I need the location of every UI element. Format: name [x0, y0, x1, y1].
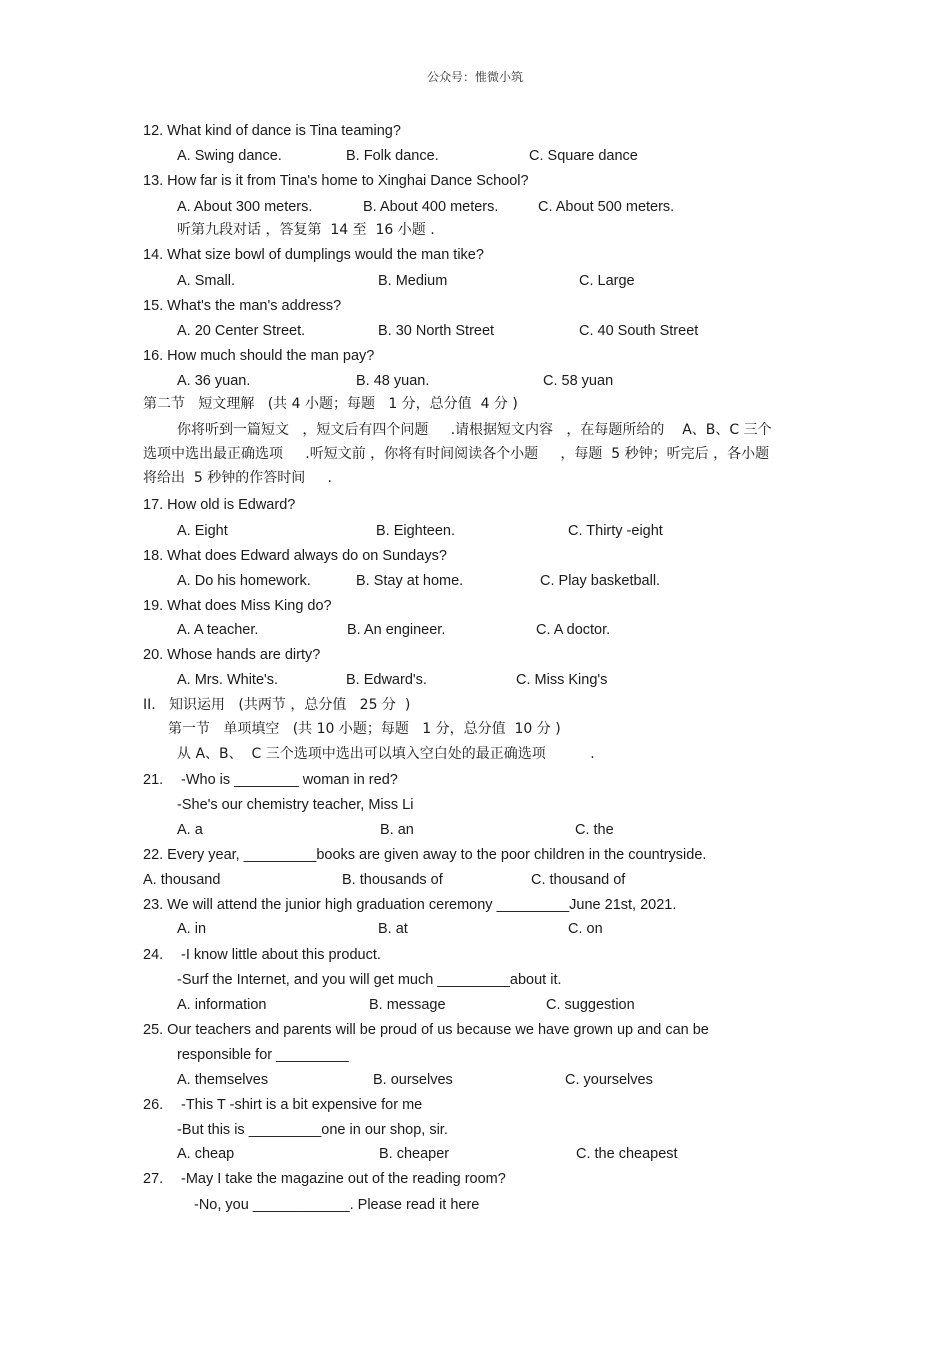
- question-18-option-b: B. Stay at home.: [356, 573, 464, 589]
- question-27-number: 27.: [143, 1171, 164, 1187]
- section-2-title: 第二节 短文理解 (共 4 小题；每题 1 分，总分值 4 分 ): [143, 396, 518, 412]
- question-12-option-a: A. Swing dance.: [177, 148, 282, 164]
- question-24-line-1: -I know little about this product.: [181, 947, 381, 963]
- question-18-option-a: A. Do his homework.: [177, 573, 311, 589]
- section-2-instruction-line-2: 选项中选出最正确选项 .听短文前 ，你将有时间阅读各个小题 ，每题 5 秒钟；听完后 ，各小题: [143, 446, 770, 462]
- question-25-line-2: responsible for _________: [177, 1047, 349, 1063]
- question-14-stem: 14. What size bowl of dumplings would the man tike?: [143, 247, 484, 263]
- question-15-option-a: A. 20 Center Street.: [177, 323, 306, 339]
- question-25-option-c: C. yourselves: [565, 1072, 653, 1088]
- question-27-line-2: -No, you ____________. Please read it here: [194, 1197, 480, 1213]
- question-23-option-b: B. at: [378, 921, 408, 937]
- question-23-option-a: A. in: [177, 921, 207, 937]
- section-2-instruction-line-3: 将给出 5 秒钟的作答时间 .: [143, 470, 332, 486]
- part-2-title: II. 知识运用 (共两节 ，总分值 25 分 ): [143, 697, 411, 713]
- question-20-option-c: C. Miss King's: [516, 672, 608, 688]
- question-24-option-b: B. message: [369, 997, 446, 1013]
- question-21-line-1: -Who is ________ woman in red?: [181, 772, 398, 788]
- question-13-stem: 13. How far is it from Tina's home to Xinghai Dance School?: [143, 173, 529, 189]
- question-15-option-b: B. 30 North Street: [378, 323, 495, 339]
- question-15-stem: 15. What's the man's address?: [143, 298, 342, 314]
- question-21-option-b: B. an: [380, 822, 414, 838]
- question-26-option-b: B. cheaper: [379, 1146, 450, 1162]
- section-2-instruction-line-1: 你将听到一篇短文 ，短文后有四个问题 .请根据短文内容 ，在每题所给的 A、B、C 三个: [177, 422, 772, 438]
- question-26-option-c: C. the cheapest: [576, 1146, 678, 1162]
- question-17-option-a: A. Eight: [177, 523, 228, 539]
- question-26-option-a: A. cheap: [177, 1146, 235, 1162]
- question-13-option-b: B. About 400 meters.: [363, 199, 499, 215]
- question-17-stem: 17. How old is Edward?: [143, 497, 296, 513]
- part-2-instruction: 从 A、B、 C 三个选项中选出可以填入空白处的最正确选项 .: [177, 746, 595, 762]
- question-24-option-a: A. information: [177, 997, 267, 1013]
- question-22-option-c: C. thousand of: [531, 872, 626, 888]
- question-21-number: 21.: [143, 772, 164, 788]
- question-18-option-c: C. Play basketball.: [540, 573, 661, 589]
- question-25-stem: 25. Our teachers and parents will be proud of us because we have grown up and can be: [143, 1022, 709, 1038]
- question-13-option-c: C. About 500 meters.: [538, 199, 675, 215]
- question-23-option-c: C. on: [568, 921, 603, 937]
- question-24-option-c: C. suggestion: [546, 997, 635, 1013]
- question-26-line-2: -But this is _________one in our shop, sir.: [177, 1122, 448, 1138]
- question-21-line-2: -She's our chemistry teacher, Miss Li: [177, 797, 414, 813]
- question-19-option-c: C. A doctor.: [536, 622, 611, 638]
- question-16-option-c: C. 58 yuan: [543, 373, 614, 389]
- question-21-option-a: A. a: [177, 822, 203, 838]
- question-12-option-c: C. Square dance: [529, 148, 638, 164]
- question-18-stem: 18. What does Edward always do on Sundays?: [143, 548, 447, 564]
- question-23-stem: 23. We will attend the junior high graduation ceremony _________June 21st, 2021.: [143, 897, 677, 913]
- question-12-option-b: B. Folk dance.: [346, 148, 439, 164]
- question-22-option-b: B. thousands of: [342, 872, 443, 888]
- question-13-option-a: A. About 300 meters.: [177, 199, 313, 215]
- question-19-stem: 19. What does Miss King do?: [143, 598, 332, 614]
- question-20-option-a: A. Mrs. White's.: [177, 672, 279, 688]
- question-15-option-c: C. 40 South Street: [579, 323, 699, 339]
- question-14-option-b: B. Medium: [378, 273, 448, 289]
- question-16-stem: 16. How much should the man pay?: [143, 348, 375, 364]
- question-27-line-1: -May I take the magazine out of the reading room?: [181, 1171, 506, 1187]
- dialog-9-instruction: 听第九段对话 ，答复第 14 至 16 小题 .: [177, 222, 435, 238]
- question-22-stem: 22. Every year, _________books are given away to the poor children in the countryside.: [143, 847, 707, 863]
- question-14-option-c: C. Large: [579, 273, 635, 289]
- question-26-line-1: -This T -shirt is a bit expensive for me: [181, 1097, 423, 1113]
- question-14-option-a: A. Small.: [177, 273, 236, 289]
- question-22-option-a: A. thousand: [143, 872, 221, 888]
- question-19-option-a: A. A teacher.: [177, 622, 259, 638]
- part-2-section-1-title: 第一节 单项填空 (共 10 小题；每题 1 分，总分值 10 分 ): [168, 721, 561, 737]
- question-20-option-b: B. Edward's.: [346, 672, 427, 688]
- question-21-option-c: C. the: [575, 822, 614, 838]
- question-20-stem: 20. Whose hands are dirty?: [143, 647, 321, 663]
- question-25-option-b: B. ourselves: [373, 1072, 453, 1088]
- question-19-option-b: B. An engineer.: [347, 622, 446, 638]
- question-24-number: 24.: [143, 947, 164, 963]
- question-24-line-2: -Surf the Internet, and you will get much _________about it.: [177, 972, 562, 988]
- page-header: 公众号：惟微小筑: [426, 70, 523, 84]
- question-16-option-b: B. 48 yuan.: [356, 373, 430, 389]
- question-26-number: 26.: [143, 1097, 164, 1113]
- question-17-option-c: C. Thirty -eight: [568, 523, 663, 539]
- question-25-option-a: A. themselves: [177, 1072, 269, 1088]
- question-17-option-b: B. Eighteen.: [376, 523, 455, 539]
- question-16-option-a: A. 36 yuan.: [177, 373, 251, 389]
- question-12-stem: 12. What kind of dance is Tina teaming?: [143, 123, 401, 139]
